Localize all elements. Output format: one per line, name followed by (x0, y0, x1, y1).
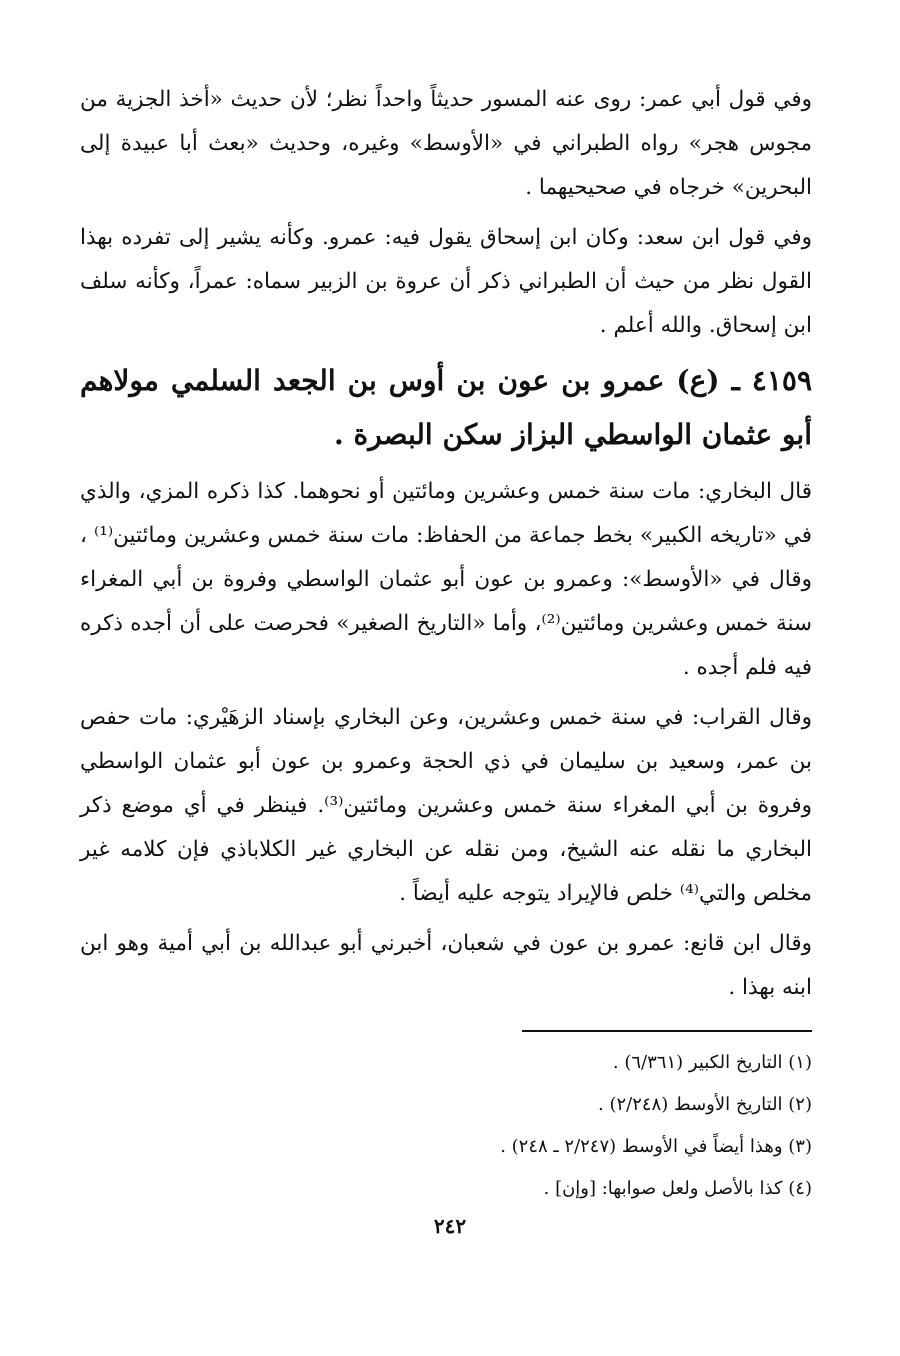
footnotes (80, 1042, 812, 1210)
footnote-divider (522, 1030, 812, 1032)
paragraph-abu-umar: وفي قول أبي عمر: روى عنه المسور حديثاً واحداً نظر؛ لأن حديث «أخذ الجزية من مجوس هجر» رواه الطبراني في «الأوسط» وغيره، وحديث «بعث أبا عبيدة إلى البحرين» خرجاه في صحيحيهما . (80, 87, 812, 200)
footnote-2: (٢) التاريخ الأوسط (٢/٢٤٨) . (598, 1094, 812, 1115)
paragraph-bukhari: قال البخاري: مات سنة خمس وعشرين ومائتين أو نحوهما. كذا ذكره المزي، والذي في «تاريخه الكبير» بخط جماعة من الحفاظ: مات سنة خمس وعشرين ومائتين⁽¹⁾ ، وقال في «الأوسط»: وعمرو بن عون أبو عثمان الواسطي وفروة بن أبي المغراء سنة خمس وعشرين ومائتين⁽²⁾، وأما «التاريخ الصغير» فحرصت على أن أجده ذكره فيه فلم أجده . (80, 479, 813, 680)
paragraph-qurrab: وقال القراب: في سنة خمس وعشرين، وعن البخاري بإسناد الزهَيْري: مات حفص بن عمر، وسعيد بن سليمان في ذي الحجة وعمرو بن عون أبو عثمان الواسطي وفروة بن أبي المغراء سنة خمس وعشرين ومائتين⁽³⁾. فينظر في أي موضع ذكر البخاري ما نقله عنه الشيخ، ومن نقله عن البخاري غير الكلاباذي فإن كلامه غير مخلص والتي⁽⁴⁾ خلص فالإيراد يتوجه عليه أيضاً . (80, 705, 812, 906)
footnote-1: (١) التاريخ الكبير (٦/٣٦١) . (612, 1052, 812, 1073)
footnote-4: (٤) كذا بالأصل ولعل صوابها: [وإن] . (543, 1178, 812, 1199)
page-number: ٢٤٢ (433, 1214, 467, 1238)
paragraph-ibn-qani: وقال ابن قانع: عمرو بن عون في شعبان، أخبرني أبو عبدالله بن أبي أمية وهو ابن ابنه بهذا . (80, 931, 812, 1000)
entry-heading-4159: ٤١٥٩ ـ (ع) عمرو بن عون بن أوس بن الجعد السلمي مولاهم أبو عثمان الواسطي البزاز سكن البصرة . (80, 364, 812, 451)
footnote-3: (٣) وهذا أيضاً في الأوسط (٢/٢٤٧ ـ ٢٤٨) . (500, 1136, 812, 1157)
paragraph-ibn-saad: وفي قول ابن سعد: وكان ابن إسحاق يقول فيه: عمرو. وكأنه يشير إلى تفرده بهذا القول نظر من حيث أن الطبراني ذكر أن عروة بن الزبير سماه: عمراً، وكأنه سلف ابن إسحاق. والله أعلم . (80, 225, 812, 338)
